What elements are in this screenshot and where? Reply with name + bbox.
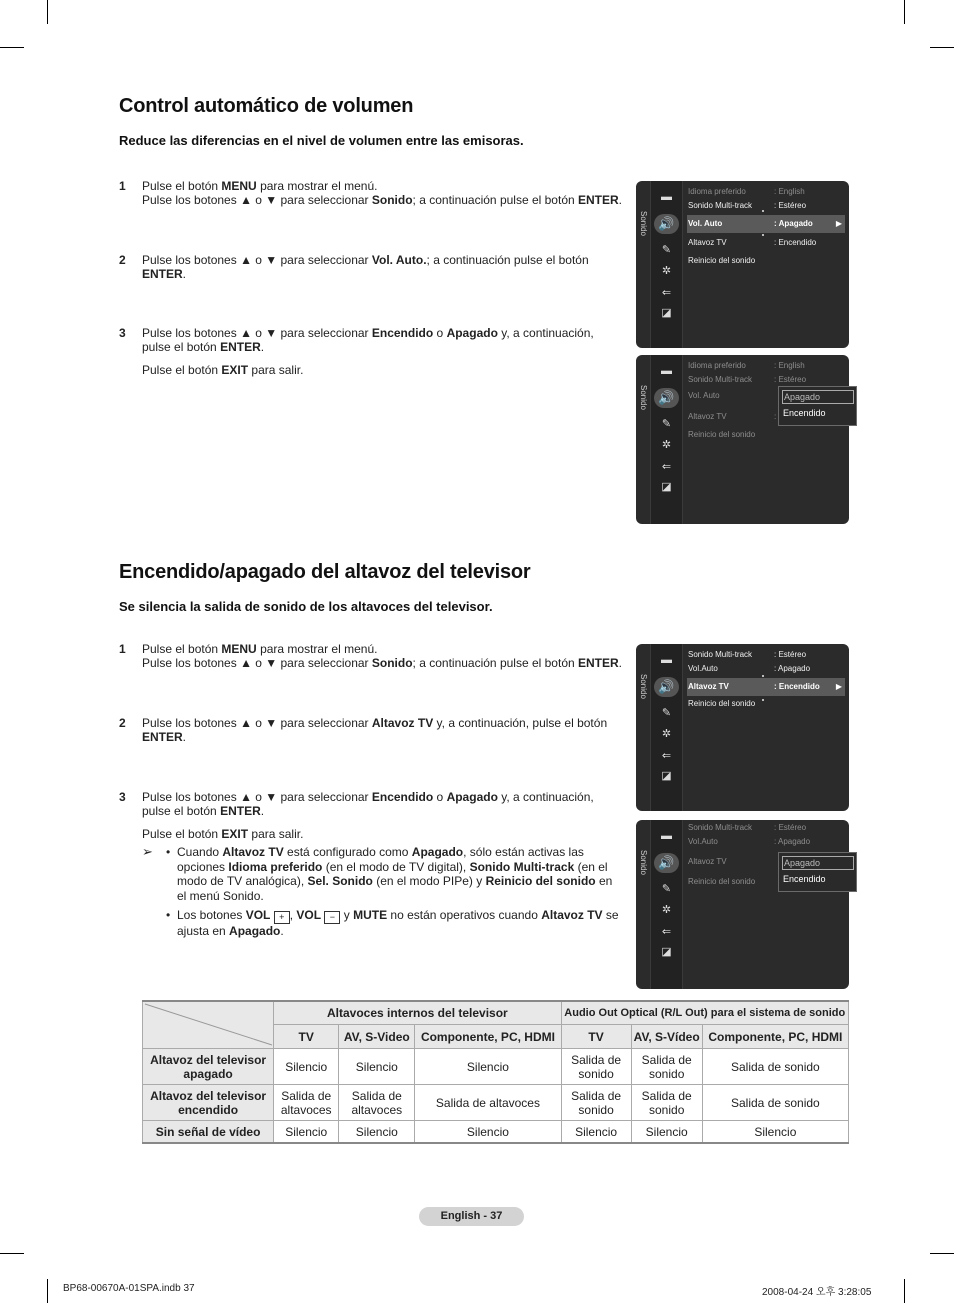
channel-icon: ✎ xyxy=(661,418,672,430)
table-cell: Silencio xyxy=(339,1121,415,1144)
sound-icon[interactable]: 🔊 xyxy=(654,677,679,697)
osd-sound-menu-2 xyxy=(636,355,849,524)
osd-item-label: Idioma preferido xyxy=(688,361,746,370)
application-icon: ◪ xyxy=(661,770,672,782)
table-cell: Salida de sonido xyxy=(702,1085,848,1121)
osd-menu-item[interactable] xyxy=(687,236,845,250)
sound-icon[interactable]: 🔊 xyxy=(654,388,679,408)
section2-step-1: 1 Pulse el botón MENU para mostrar el menú. Pulse los botones ▲ o ▼ para seleccionar Sonido; a continuación pulse el botón ENTER. xyxy=(119,642,623,670)
osd-menu-item[interactable] xyxy=(687,254,845,268)
section2-step-2: 2 Pulse los botones ▲ o ▼ para seleccionar Altavoz TV y, a continuación, pulse el botón ENTER. xyxy=(119,716,608,744)
osd-item-value: : Estéreo xyxy=(774,375,807,384)
section2-title: Encendido/apagado del altavoz del televisor xyxy=(119,561,531,583)
channel-icon: ✎ xyxy=(661,707,672,719)
osd-item-label: Altavoz TV xyxy=(688,857,727,866)
section2-step-3: 3 Pulse los botones ▲ o ▼ para seleccionar Encendido o Apagado y, a continuación, pulse el botón ENTER. Pulse el botón EXIT para salir. xyxy=(119,790,624,841)
vol-minus-icon: − xyxy=(324,911,340,924)
vol-plus-icon: + xyxy=(274,911,290,924)
osd-item-value: : Estéreo xyxy=(774,201,807,210)
osd-item-value: : Apagado xyxy=(774,219,813,228)
group-header-optical: Audio Out Optical (R/L Out) para el sistema de sonido xyxy=(561,1001,848,1025)
input-icon: ⇐ xyxy=(661,926,672,938)
osd-item-label: Sonido Multi-track xyxy=(688,201,753,210)
osd-menu-item[interactable] xyxy=(687,428,845,442)
osd-item-label: Sonido Multi-track xyxy=(688,375,753,384)
setup-icon: ✲ xyxy=(661,439,672,451)
input-icon: ⇐ xyxy=(661,750,672,762)
page-number-badge: English - 37 xyxy=(419,1207,524,1226)
row-header: Sin señal de vídeo xyxy=(143,1121,274,1144)
osd-item-value: : English xyxy=(774,361,805,370)
osd-item-label: Sonido Multi-track xyxy=(688,650,753,659)
exit-instruction: Pulse el botón EXIT para salir. xyxy=(142,827,304,841)
table-cell: Silencio xyxy=(274,1049,339,1085)
osd-sound-menu-3 xyxy=(636,644,849,811)
column-header: TV xyxy=(274,1025,339,1049)
corner-diagonal xyxy=(143,1002,274,1047)
osd-item-value: : Apagado xyxy=(774,837,811,846)
osd-item-label: Vol.Auto xyxy=(688,837,718,846)
section2-lead: Se silencia la salida de sonido de los altavoces del televisor. xyxy=(119,599,493,614)
picture-icon: ▬ xyxy=(661,365,672,377)
osd-item-label: Vol. Auto xyxy=(688,391,720,400)
osd-item-value: : Estéreo xyxy=(774,650,807,659)
table-cell: Silencio xyxy=(631,1121,702,1144)
notes xyxy=(142,845,622,939)
osd-menu-item[interactable] xyxy=(687,410,845,424)
channel-icon: ✎ xyxy=(661,244,672,256)
column-header: Componente, PC, HDMI xyxy=(702,1025,848,1049)
osd-menu-item[interactable] xyxy=(687,875,845,889)
picture-icon: ▬ xyxy=(661,830,672,842)
column-header: Componente, PC, HDMI xyxy=(415,1025,561,1049)
table-cell: Salida de sonido xyxy=(561,1049,631,1085)
section1-step-3: 3 Pulse los botones ▲ o ▼ para seleccionar Encendido o Apagado y, a continuación, pulse el botón ENTER. Pulse el botón EXIT para salir. xyxy=(119,326,624,377)
setup-icon: ✲ xyxy=(661,728,672,740)
table-cell: Salida de sonido xyxy=(631,1085,702,1121)
osd-item-value: : English xyxy=(774,187,805,196)
osd-item-label: Altavoz TV xyxy=(688,412,727,421)
table-cell: Salida de altavoces xyxy=(415,1085,561,1121)
osd-menu-item[interactable] xyxy=(687,185,845,199)
osd-item-label: Idioma preferido xyxy=(688,187,746,196)
osd-menu-item[interactable] xyxy=(687,662,845,676)
dropdown-option-apagado[interactable]: Apagado xyxy=(782,390,854,404)
footer-file-name: BP68-00670A-01SPA.indb 37 xyxy=(63,1283,195,1294)
osd-menu-item[interactable] xyxy=(687,855,845,869)
dropdown-option-encendido[interactable]: Encendido xyxy=(783,874,826,884)
osd-menu-item[interactable] xyxy=(687,359,845,373)
section1-title: Control automático de volumen xyxy=(119,95,414,117)
step-number: 3 xyxy=(119,326,126,340)
osd-item-value: : Estéreo xyxy=(774,823,807,832)
osd-side-label: Sonido xyxy=(639,674,648,699)
picture-icon: ▬ xyxy=(661,191,672,203)
section1-step-1: 1 Pulse el botón MENU para mostrar el menú. Pulse los botones ▲ o ▼ para seleccionar Sonido; a continuación pulse el botón ENTER. xyxy=(119,179,623,207)
dropdown-option-encendido[interactable]: Encendido xyxy=(783,408,826,418)
osd-item-value: : Apagado xyxy=(774,664,811,673)
osd-item-label: Sonido Multi-track xyxy=(688,823,753,832)
table-cell: Silencio xyxy=(274,1121,339,1144)
osd-menu-item[interactable] xyxy=(687,835,845,849)
step-number: 2 xyxy=(119,253,126,267)
osd-item-label: Vol.Auto xyxy=(688,664,718,673)
column-header: TV xyxy=(561,1025,631,1049)
osd-item-value: : Encendido xyxy=(774,238,817,247)
row-header: Altavoz del televisor apagado xyxy=(143,1049,274,1085)
footer-date: 2008-04-24 오후 3:28:05 xyxy=(762,1287,872,1298)
osd-menu-item[interactable] xyxy=(687,678,845,696)
osd-side-label: Sonido xyxy=(639,211,648,236)
step-number: 2 xyxy=(119,716,126,730)
osd-item-label: Reinicio del sonido xyxy=(688,877,756,886)
osd-side-label: Sonido xyxy=(639,385,648,410)
osd-item-label: Reinicio del sonido xyxy=(688,256,756,265)
table-cell: Silencio xyxy=(561,1121,631,1144)
step-number: 3 xyxy=(119,790,126,804)
osd-sound-menu-4 xyxy=(636,820,849,989)
step-number: 1 xyxy=(119,179,126,193)
osd-item-label: Reinicio del sonido xyxy=(688,699,756,708)
arrow-right-icon: ▶ xyxy=(835,219,842,228)
table-cell: Salida de altavoces xyxy=(274,1085,339,1121)
osd-menu-item[interactable] xyxy=(687,215,845,233)
setup-icon: ✲ xyxy=(661,265,672,277)
speaker-output-table xyxy=(142,1000,849,1144)
group-header-internal: Altavoces internos del televisor xyxy=(274,1001,561,1025)
table-cell: Silencio xyxy=(702,1121,848,1144)
input-icon: ⇐ xyxy=(661,461,672,473)
dropdown-option-apagado[interactable]: Apagado xyxy=(782,856,854,870)
osd-menu-item[interactable] xyxy=(687,199,845,213)
osd-item-label: Altavoz TV xyxy=(688,238,727,247)
osd-menu-item[interactable] xyxy=(687,389,845,403)
input-icon: ⇐ xyxy=(661,287,672,299)
sound-icon[interactable]: 🔊 xyxy=(654,214,679,234)
osd-item-label: Vol. Auto xyxy=(688,219,723,228)
osd-sound-menu-1 xyxy=(636,181,849,348)
step-number: 1 xyxy=(119,642,126,656)
note-bullet-1: • Cuando Altavoz TV está configurado como Apagado, sólo están activas las opciones Idioma preferido (en el modo de TV digital), Sonido Multi-track (en el modo de TV analógica), Sel. Sonido (en el modo PIPe) y Reinicio del sonido en el menú Sonido. xyxy=(166,845,622,903)
table-cell: Silencio xyxy=(415,1121,561,1144)
channel-icon: ✎ xyxy=(661,883,672,895)
osd-item-label: Altavoz TV xyxy=(688,682,729,691)
osd-item-value: : Encendido xyxy=(774,682,820,691)
osd-menu-item[interactable] xyxy=(687,373,845,387)
osd-menu-item[interactable] xyxy=(687,821,845,835)
section1-lead: Reduce las diferencias en el nivel de volumen entre las emisoras. xyxy=(119,133,524,148)
picture-icon: ▬ xyxy=(661,654,672,666)
table-cell: Silencio xyxy=(339,1049,415,1085)
note-bullet-2: • Los botones VOL + , VOL − y MUTE no están operativos cuando Altavoz TV se ajusta en Apagado. xyxy=(166,908,622,939)
table-corner-cell xyxy=(143,1001,274,1049)
column-header: AV, S-Vídeo xyxy=(631,1025,702,1049)
osd-item-value: : xyxy=(774,412,777,421)
table-cell: Salida de altavoces xyxy=(339,1085,415,1121)
osd-side-label: Sonido xyxy=(639,850,648,875)
table-cell: Salida de sonido xyxy=(631,1049,702,1085)
setup-icon: ✲ xyxy=(661,904,672,916)
table-cell: Silencio xyxy=(415,1049,561,1085)
osd-item-label: Reinicio del sonido xyxy=(688,430,756,439)
osd-menu-item[interactable] xyxy=(687,697,845,711)
row-header: Altavoz del televisor encendido xyxy=(143,1085,274,1121)
application-icon: ◪ xyxy=(661,307,672,319)
osd-menu-item[interactable] xyxy=(687,648,845,662)
column-header: AV, S-Video xyxy=(339,1025,415,1049)
table-cell: Salida de sonido xyxy=(702,1049,848,1085)
note-arrow-icon: ➢ xyxy=(142,844,153,859)
exit-instruction: Pulse el botón EXIT para salir. xyxy=(142,363,304,377)
table-cell: Salida de sonido xyxy=(561,1085,631,1121)
application-icon: ◪ xyxy=(661,481,672,493)
arrow-right-icon: ▶ xyxy=(835,682,842,691)
section1-step-2: 2 Pulse los botones ▲ o ▼ para seleccionar Vol. Auto.; a continuación pulse el botón ENTER. xyxy=(119,253,589,281)
application-icon: ◪ xyxy=(661,946,672,958)
sound-icon[interactable]: 🔊 xyxy=(654,853,679,873)
